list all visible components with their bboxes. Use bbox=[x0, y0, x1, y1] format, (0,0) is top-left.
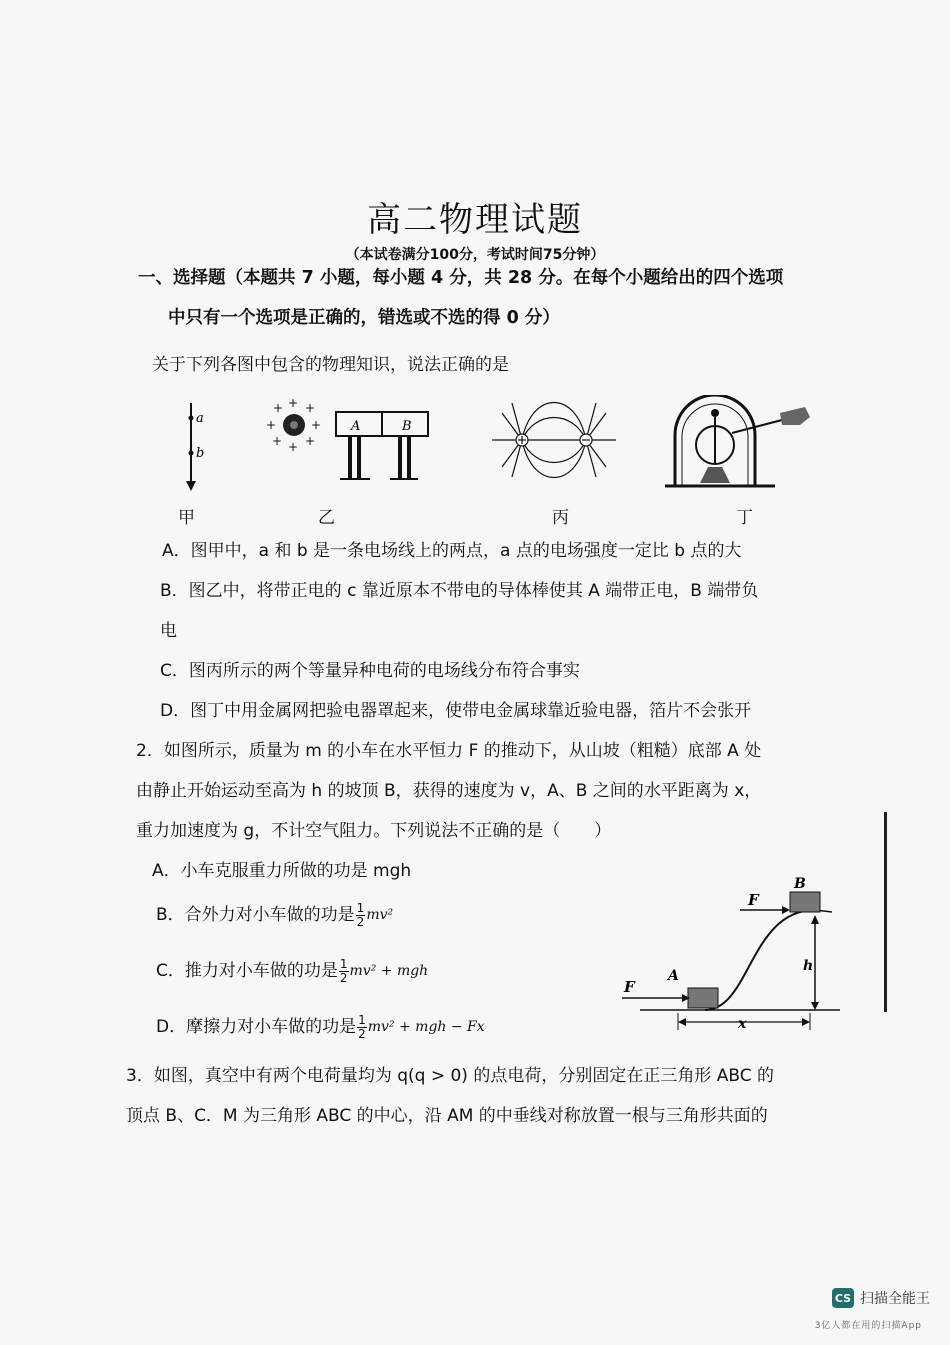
q2-option-b-formula: mv² bbox=[366, 907, 394, 924]
q2-stem-line1: 2．如图所示，质量为 m 的小车在水平恒力 F 的推动下，从山坡（粗糙）底部 A 处 bbox=[136, 741, 762, 761]
figure-jia-field-line bbox=[186, 403, 204, 491]
watermark-tagline: 3亿人都在用的扫描App bbox=[814, 1321, 922, 1331]
figure-label-bing: 丙 bbox=[552, 508, 569, 528]
figure-label-jia: 甲 bbox=[178, 508, 195, 528]
figure-bing-field-lines bbox=[492, 403, 616, 478]
q2-option-b-text: B．合外力对小车做的功是 bbox=[156, 904, 355, 925]
q2-option-a: A．小车克服重力所做的功是 mgh bbox=[152, 861, 412, 881]
q2-stem-line2: 由静止开始运动至高为 h 的坡顶 B，获得的速度为 v，A、B 之间的水平距离为 x， bbox=[136, 781, 762, 801]
q2-option-b bbox=[156, 902, 393, 928]
q3-stem-line2: 顶点 B、C．M 为三角形 ABC 的中心，沿 AM 的中垂线对称放置一根与三角形共面的 bbox=[126, 1106, 768, 1126]
q1-option-c: C．图丙所示的两个等量异种电荷的电场线分布符合事实 bbox=[160, 661, 580, 681]
svg-text:+: + bbox=[273, 401, 284, 415]
q1-stem: 关于下列各图中包含的物理知识，说法正确的是 bbox=[152, 355, 509, 375]
q2-slope-figure bbox=[610, 870, 850, 1040]
q1-option-b-line2: 电 bbox=[160, 621, 177, 641]
figure-yi-conductor bbox=[266, 396, 428, 479]
force-f-label-a: F bbox=[624, 978, 635, 996]
q1-option-b-line1: B．图乙中，将带正电的 c 靠近原本不带电的导体棒使其 A 端带正电，B 端带负 bbox=[160, 581, 759, 601]
fraction-half: $\frac{1}{2}$ bbox=[356, 901, 365, 929]
q1-option-a: A．图甲中，a 和 b 是一条电场线上的两点，a 点的电场强度一定比 b 点的大 bbox=[162, 541, 742, 561]
fraction-half: $\frac{1}{2}$ bbox=[339, 957, 348, 985]
q2-option-c-text: C．推力对小车做的功是 bbox=[156, 960, 338, 981]
svg-text:+: + bbox=[266, 418, 277, 432]
rod-end-b-label: B bbox=[402, 419, 412, 434]
figure-label-yi: 乙 bbox=[318, 508, 335, 528]
figure-label-ding: 丁 bbox=[736, 508, 753, 528]
section-heading-line2: 中只有一个选项是正确的，错选或不选的得 0 分） bbox=[168, 308, 560, 328]
point-a-label: A bbox=[668, 968, 679, 984]
q1-option-d: D．图丁中用金属网把验电器罩起来，使带电金属球靠近验电器，箔片不会张开 bbox=[160, 701, 752, 721]
scanner-watermark bbox=[832, 1288, 930, 1308]
svg-text:+: + bbox=[305, 401, 316, 415]
rod-end-a-label: A bbox=[351, 419, 361, 434]
figure-ding-electroscope bbox=[665, 395, 810, 486]
svg-text:+: + bbox=[305, 434, 316, 448]
height-h-label: h bbox=[803, 958, 814, 974]
section-heading-line1: 一、选择题（本题共 7 小题，每小题 4 分，共 28 分。在每个小题给出的四个选项 bbox=[138, 268, 784, 288]
svg-text:+: + bbox=[311, 418, 322, 432]
margin-line bbox=[884, 812, 887, 1012]
exam-info: （本试卷满分100分，考试时间75分钟） bbox=[345, 247, 605, 263]
q2-option-d bbox=[156, 1014, 485, 1040]
watermark-brand: 扫描全能王 bbox=[860, 1291, 930, 1307]
distance-x-label: x bbox=[738, 1016, 747, 1032]
q2-option-d-formula: mv² + mgh − Fx bbox=[367, 1019, 485, 1036]
q2-stem-line3: 重力加速度为 g，不计空气阻力。下列说法不正确的是（ ） bbox=[136, 821, 612, 841]
page-title: 高二物理试题 bbox=[367, 200, 583, 240]
force-f-label-b: F bbox=[748, 891, 759, 909]
q2-option-c-formula: mv² + mgh bbox=[349, 963, 429, 980]
q2-option-c bbox=[156, 958, 428, 984]
point-b-label: b bbox=[196, 446, 205, 461]
q3-stem-line1: 3．如图，真空中有两个电荷量均为 q(q > 0) 的点电荷，分别固定在正三角形 ABC 的 bbox=[126, 1066, 775, 1086]
svg-text:+: + bbox=[288, 440, 299, 454]
camscanner-logo-icon: CS bbox=[832, 1288, 854, 1308]
point-a-label: a bbox=[196, 411, 204, 426]
point-b-label: B bbox=[794, 876, 806, 892]
fraction-half: $\frac{1}{2}$ bbox=[358, 1013, 366, 1041]
q1-figures bbox=[160, 395, 840, 500]
q2-option-d-text: D．摩擦力对小车做的功是 bbox=[156, 1016, 357, 1037]
svg-text:+: + bbox=[288, 396, 299, 410]
svg-text:+: + bbox=[272, 434, 283, 448]
